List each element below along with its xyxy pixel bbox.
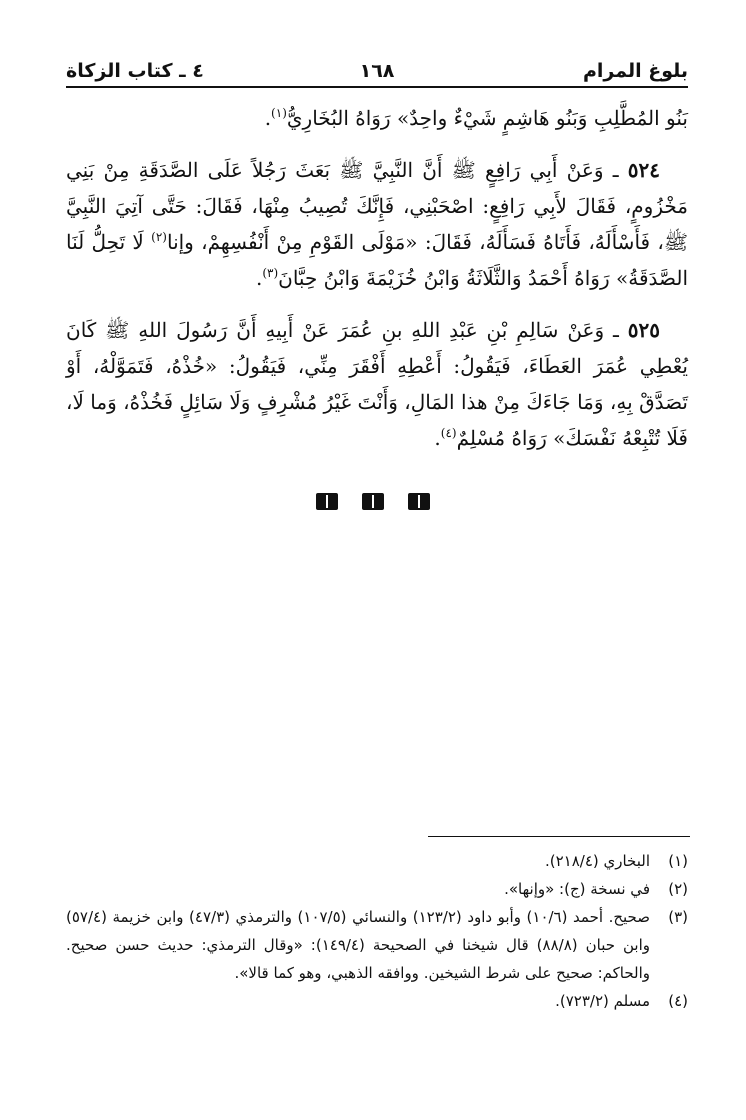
hadith-525 (66, 312, 688, 456)
hadith-text: ـ وَعَنْ أَبِي رَافِعٍ ﷺ أَنَّ النَّبِيَّ ﷺ بَعَثَ رَجُلاً عَلَى الصَّدَقَةِ مِنْ بَنِي مَخْزُومٍ، فَقَالَ لأَبِي رَافِعٍ: اصْحَبْنِي، فَإِنَّكَ تُصِيبُ مِنْهَا، فَقَالَ: حَتَّى آتِيَ النَّبِيَّ ﷺ، فَأَسْأَلَهُ، فَأَتَاهُ فَسَأَلَهُ، فَقَالَ: «مَوْلَى القَوْمِ مِنْ أَنْفُسِهِمْ، وإنا (66, 158, 688, 254)
paragraph-continuation (66, 100, 688, 136)
paragraph-text: بَنُو المُطَّلِبِ وَبَنُو هَاشِمٍ شَيْءٌ واحِدٌ» رَوَاهُ البُخَارِيُّ (286, 106, 688, 130)
footnote-text: في نسخة (ج): «وإنها». (504, 880, 650, 898)
footnote (66, 987, 688, 1015)
footnote-divider (428, 836, 690, 837)
chapter-title: ٤ ـ كتاب الزكاة (66, 60, 204, 82)
footnote-text: مسلم (٧٢٣/٢). (555, 992, 650, 1010)
footnote-number: (٢) (668, 880, 688, 898)
paragraph-end: . (255, 266, 263, 290)
section-divider (0, 493, 746, 515)
footnote-ref: (٢) (151, 230, 167, 244)
footnote-ref: (٤) (440, 426, 457, 440)
hadith-text: لَا تَحِلُّ لَنَا الصَّدَقَةُ» رَوَاهُ أَحْمَدُ وَالثَّلَاثَةُ وَابْنُ خُزَيْمَةَ وَابْنُ حِبَّانَ (66, 230, 688, 290)
footnote (66, 875, 688, 903)
footnote-ref: (٣) (262, 266, 279, 280)
hadith-524 (66, 152, 688, 296)
book-ornament-icon (408, 493, 430, 510)
footnote-ref: (١) (271, 106, 287, 120)
book-ornament-icon (362, 493, 384, 510)
footnote-number: (١) (668, 852, 688, 870)
footnote-number: (٣) (668, 908, 688, 926)
footnote-text: صحيح. أحمد (١٠/٦) وأبو داود (١٢٣/٢) والنسائي (١٠٧/٥) والترمذي (٤٧/٣) وابن خزيمة (٥٧/٤) وابن حبان (٨٨/٨) قال شيخنا في الصحيحة (١٤٩/٤): «وقال الترمذي: حديث حسن صحيح. والحاكم: صحيح على شرط الشيخين. ووافقه الذهبي، وهو كما قالا». (66, 908, 650, 982)
hadith-number: ٥٢٥ (627, 318, 661, 342)
footnote (66, 903, 688, 987)
footnote-text: البخاري (٢١٨/٤). (544, 852, 650, 870)
paragraph-end: . (434, 426, 441, 450)
hadith-number: ٥٢٤ (627, 158, 661, 182)
footnote-number: (٤) (668, 992, 688, 1010)
paragraph-end: . (264, 106, 272, 130)
hadith-text: ـ وَعَنْ سَالِمِ بْنِ عَبْدِ اللهِ بنِ عُمَرَ عَنْ أَبِيهِ أَنَّ رَسُولَ اللهِ ﷺ كَانَ يُعْطِي عُمَرَ العَطَاءَ، فَيَقُولُ: أَعْطِهِ أَفْقَرَ مِنِّي، فَيَقُولُ: «خُذْهُ، فَتَمَوَّلْهُ، أَوْ تَصَدَّقْ بِهِ، وَمَا جَاءَكَ مِنْ هذا المَالِ، وَأَنْتَ غَيْرُ مُشْرِفٍ وَلَا سَائِلٍ فَخُذْهُ، وَما لَا، فَلَا تُتْبِعْهُ نَفْسَكَ» رَوَاهُ مُسْلِمٌ (66, 318, 689, 450)
book-title: بلوغ المرام (582, 60, 688, 82)
page-number: ١٦٨ (359, 60, 395, 82)
footnotes (66, 847, 688, 1015)
footnote (66, 847, 688, 875)
book-ornament-icon (316, 493, 338, 510)
main-text (66, 100, 688, 456)
running-header (66, 60, 688, 88)
